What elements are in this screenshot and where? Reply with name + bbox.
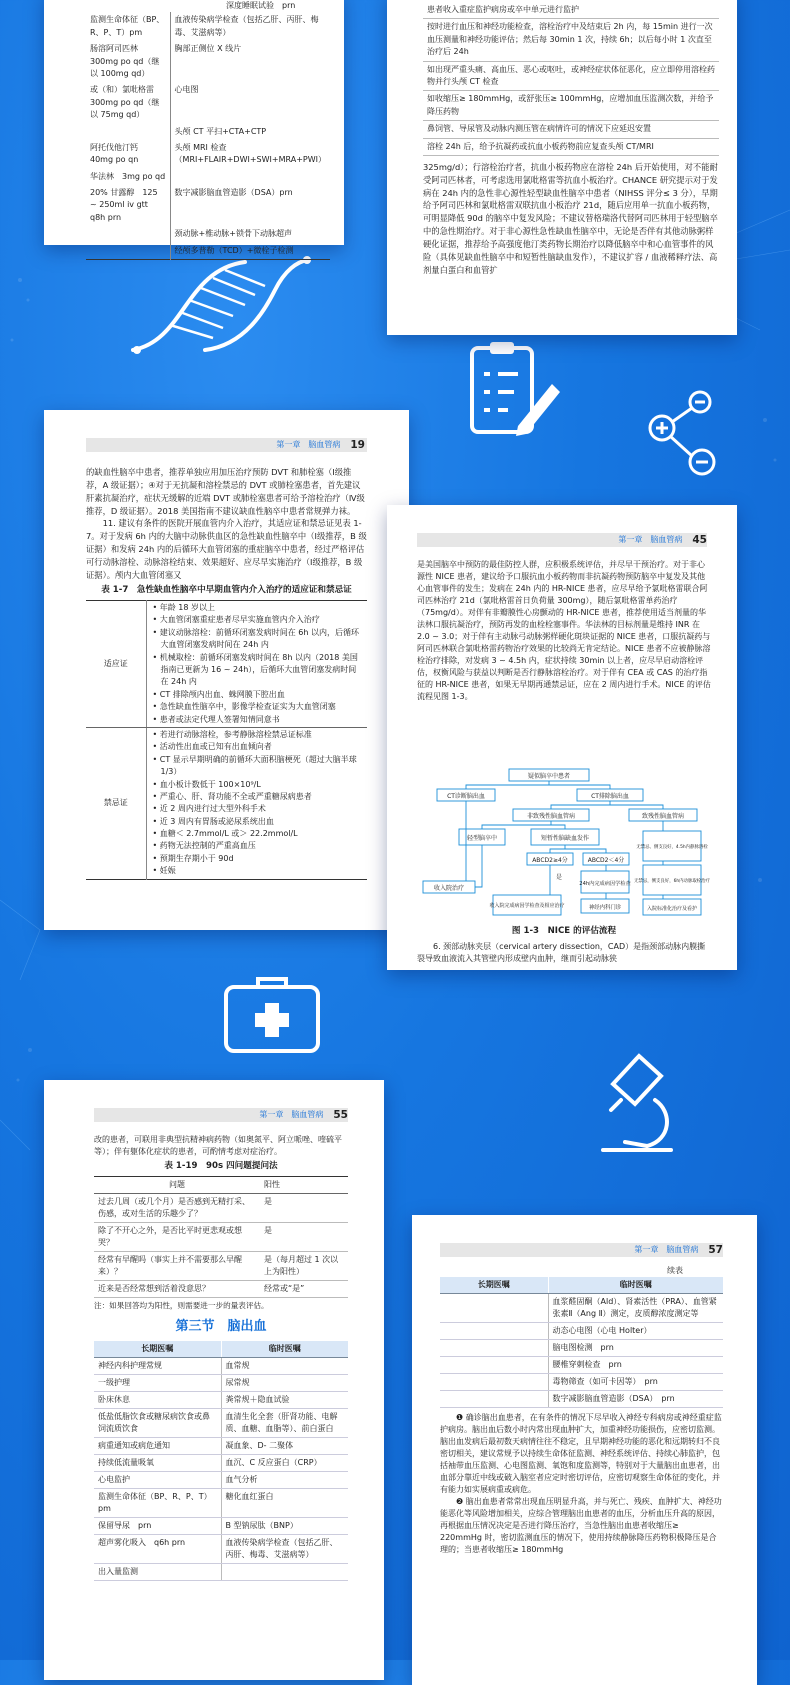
page-header xyxy=(44,434,409,456)
monitoring-item: 患者收入重症监护病房或卒中单元进行监护 xyxy=(423,2,719,19)
contraindication-item: • 妊娠 xyxy=(152,866,176,876)
temporary-order: 血清生化全套（肝肾功能、电解质、血糖、血脂等）、前白蛋白 xyxy=(221,1408,348,1437)
long-term-order xyxy=(86,243,170,260)
temporary-order: 凝血象、D- 二聚体 xyxy=(221,1437,348,1454)
column-header: 阳性 xyxy=(260,1176,348,1193)
indication-item: • CT 排除颅内出血、蛛网膜下腔出血 xyxy=(152,689,285,699)
indication-item: • 患者或法定代理人签署知情同意书 xyxy=(152,714,280,724)
monitoring-item: 如出现严重头痛、高血压、恶心或呕吐，或神经症状体征恶化，应立即停用溶栓药物并行头颅 CT 检查 xyxy=(423,61,719,91)
flow-node-n11: 无禁忌、侧支良好，4.5h内静脉溶栓 xyxy=(636,845,708,850)
page-number: 19 xyxy=(350,438,365,451)
flow-node-right: CT排除脑出血 xyxy=(591,793,629,800)
table-row xyxy=(423,91,719,121)
long-term-order: 阿托伐他汀钙 40mg po qn xyxy=(90,142,146,165)
table-title: 表 1-7 急性缺血性脑卒中早期血管内介入治疗的适应证和禁忌证 xyxy=(101,584,352,595)
table-row xyxy=(423,61,719,91)
orders-table-continued xyxy=(440,1277,723,1408)
long-term-order: 监测生命体征（BP、R、P、T）pm xyxy=(90,15,165,37)
book-page-55 xyxy=(44,1080,384,1680)
contraindication-label: 禁忌证 xyxy=(86,727,146,879)
chapter-title: 第一章 脑血管病 xyxy=(276,439,341,449)
temporary-order: 血常规 xyxy=(221,1357,348,1374)
table-row xyxy=(94,1454,348,1471)
temporary-order: 心电图 xyxy=(170,82,330,123)
temporary-order: 血沉、C 反应蛋白（CRP） xyxy=(221,1454,348,1471)
temporary-order: 脑电图检测 prn xyxy=(548,1340,723,1357)
flow-node-n4: 短暂性脑缺血发作 xyxy=(540,835,590,842)
table-row xyxy=(94,1471,348,1488)
paragraph: 改的患者，可联用非典型抗精神病药物（如奥氮平、阿立哌唑、喹硫平等）；伴有躯体化症状的患者，可酌情考虑对症治疗。 xyxy=(94,1135,342,1156)
contraindication-item: • 活动性出血或已知有出血倾向者 xyxy=(152,742,272,752)
table-row xyxy=(440,1294,723,1323)
contraindication-item: • 近 3 周内有胃肠或泌尿系统出血 xyxy=(152,816,274,826)
long-term-order xyxy=(440,1294,548,1323)
book-page-57 xyxy=(412,1215,757,1685)
table-row xyxy=(440,1374,723,1391)
table-row xyxy=(86,140,330,169)
table-row xyxy=(94,1437,348,1454)
long-term-order: 或（和）氯吡格雷 300mg po qd（继以 75mg qd） xyxy=(90,85,162,120)
table-row xyxy=(94,1563,348,1580)
table-row xyxy=(94,1280,348,1297)
table-row xyxy=(86,185,330,226)
table-row xyxy=(86,82,330,123)
page-header xyxy=(387,529,737,551)
table-row xyxy=(94,1374,348,1391)
long-term-order: 肠溶阿司匹林 300mg po qd（继以 100mg qd） xyxy=(90,44,160,78)
book-page-1 xyxy=(44,0,344,255)
question-cell: 经常有早醒吗（事实上并不需要那么早醒来）？ xyxy=(94,1251,260,1280)
table-row xyxy=(86,243,330,260)
temporary-order: 颈动脉+椎动脉+锁骨下动脉超声 xyxy=(170,226,330,242)
paragraph: ❷ 脑出血患者常常出现血压明显升高，并与死亡、残疾、血肿扩大、神经功能恶化等风险增加相关，应综合管理脑出血患者的血压，分析血压升高的原因，再根据血压情况决定是否进行降压治疗，当急性脑出血患者收缩压≥ 220mmHg 时，密切监测血压的情况下，使用持续静脉降压药物积极降压是合理的；当患者收缩压≥ 180mmHg xyxy=(440,1497,722,1554)
table-row xyxy=(94,1408,348,1437)
indication-item: • 大血管闭塞重症患者尽早实施血管内介入治疗 xyxy=(152,615,320,625)
long-term-order: 持续低流量吸氧 xyxy=(94,1454,221,1471)
table-row xyxy=(440,1391,723,1408)
question-cell: 近来是否经常想到活着没意思？ xyxy=(94,1280,260,1297)
temporary-order: 腰椎穿刺检查 prn xyxy=(548,1357,723,1374)
flow-node-n3: 轻型脑卒中 xyxy=(466,835,498,842)
long-term-order xyxy=(440,1340,548,1357)
answer-cell: 是（每月超过 1 次以上为阳性） xyxy=(260,1251,348,1280)
contraindication-item: • 药物无法控制的严重高血压 xyxy=(152,841,256,851)
temporary-order: B 型钠尿肽（BNP） xyxy=(221,1517,348,1534)
table-row xyxy=(440,1323,723,1340)
flow-yes: 是 xyxy=(555,874,563,881)
paragraph: ❶ 确诊脑出血患者，在有条件的情况下尽早收入神经专科病房或神经重症监护病房。脑出血后数小时内常出现血肿扩大，加重神经功能损伤，应密切监测。脑出血发病后最初数天病情往往不稳定，且早期神经功能的恶化和远期转归不良密切相关，建议常规予以持续生命体征监测、神经系统评估、持续心肺监护，包括袖带血压监测、心电图监测、氧饱和度监测等，特别对于大量脑出血患者，出血部分靠近中线或破入脑室者应定时密切评估，应密切观察生命体征的变化，并有能力如实展病重或病危。 xyxy=(440,1413,722,1494)
table-title: 表 1-19 90s 四问题提问法 xyxy=(164,1161,278,1171)
table-row xyxy=(94,1488,348,1517)
long-term-order: 华法林 3mg po qd xyxy=(90,171,166,181)
table-row xyxy=(86,41,330,82)
contraindication-item: • 预期生存期小于 90d xyxy=(152,853,234,863)
page-number: 45 xyxy=(692,533,707,546)
temporary-order xyxy=(221,1563,348,1580)
table-row xyxy=(94,1517,348,1534)
monitoring-table xyxy=(423,2,719,156)
monitoring-item: 鼻饲管、导尿管及动脉内测压管在病情许可的情况下应延迟安置 xyxy=(423,121,719,138)
contraindication-item: • 严重心、肝、肾功能不全或严重糖尿病患者 xyxy=(152,791,312,801)
temporary-order: 数字减影脑血管造影（DSA）prn xyxy=(170,185,330,226)
flow-node-n2: 致残性脑血管病 xyxy=(641,813,685,820)
section-title: 第三节 脑出血 xyxy=(175,1319,267,1335)
indication-label: 适应证 xyxy=(86,601,146,728)
long-term-order xyxy=(440,1391,548,1408)
temporary-order: 数字减影脑血管造影（DSA） prn xyxy=(548,1391,723,1408)
dna-icon xyxy=(125,250,315,360)
answer-cell: 是 xyxy=(260,1193,348,1222)
table-row xyxy=(86,226,330,242)
table-row xyxy=(423,138,719,155)
body-text: 325mg/d）；行溶栓治疗者，抗血小板药物应在溶栓 24h 后开始使用，对不能耐受阿司匹林者，可考虑选用氯吡格雷等抗血小板治疗。CHANCE 研究提示对于发病在 24h 内的急性非心源性轻型缺血性脑卒中患者（NIHSS 评分≤ 3 分），早期给予阿司匹林和氯吡格雷双联抗血小板治疗 21d，随后应用单一抗血小板药物，可明显降低 90d 的脑卒中复发风险；不建议替格瑞洛代替阿司匹林用于轻型脑卒中的急性期治疗。对于非心源性急性缺血性脑卒中，无论是否伴有其他动脉粥样硬化证据，推荐给予高强度他汀类药物长期治疗以降低脑卒中和心血管事件的风险（具体见缺血性脑卒中和短暂性脑缺血发作），不建议扩容 / 血液稀释疗法、高剂量白蛋白和血管扩 xyxy=(423,161,718,275)
answer-cell: 经常或“是” xyxy=(260,1280,348,1297)
flow-node-n10: 收入院完成病因学检查及相应治疗 xyxy=(489,903,565,909)
flow-node-left: CT诊断脑出血 xyxy=(447,793,485,800)
temporary-order: 血气分析 xyxy=(221,1471,348,1488)
column-header: 长期医嘱 xyxy=(94,1341,221,1358)
flow-node-n13: 入院标准化治疗及看护 xyxy=(646,906,698,912)
answer-cell: 是 xyxy=(260,1222,348,1251)
indication-item: • 建议动脉溶栓：前循环闭塞发病时间在 6h 以内，后循环大血管闭塞发病时间在 24h 内 xyxy=(152,627,360,650)
long-term-order xyxy=(86,226,170,242)
temporary-order xyxy=(170,169,330,185)
temporary-order: 毒物筛查（如可卡因等） prn xyxy=(548,1374,723,1391)
indication-item: • 急性缺血性脑卒中，影像学检查证实为大血管闭塞 xyxy=(152,702,336,712)
table-row xyxy=(423,121,719,138)
flow-node-n1: 非致残性脑血管病 xyxy=(526,813,576,820)
monitoring-item: 如收缩压≥ 180mmHg，或舒张压≥ 100mmHg，应增加血压监测次数，并给予降压药物 xyxy=(423,91,719,121)
page-number: 55 xyxy=(333,1108,348,1121)
table-note: 注：如果回答均为阳性，则需要进一步的量表评估。 xyxy=(94,1300,269,1310)
long-term-order: 心电监护 xyxy=(94,1471,221,1488)
indication-item: • 机械取栓：前循环闭塞发病时间在 8h 以内（2018 美国指南已更新为 16 ~ 24h），后循环大血管闭塞发病时间在 24h 内 xyxy=(152,652,358,687)
long-term-order xyxy=(440,1374,548,1391)
temporary-order: 糖化血红蛋白 xyxy=(221,1488,348,1517)
paragraph: 的缺血性脑卒中患者，推荐单独应用加压治疗预防 DVT 和肺栓塞（Ⅰ级推荐，A 级证据）；④对于无抗凝和溶栓禁忌的 DVT 或肺栓塞患者，首先建议肝素抗凝治疗，症状无缓解的近端 DVT 或肺栓塞患者可给予溶栓治疗（Ⅳ级推荐，D 级证据）。2018 美国指南不建议缺血性脑卒中患者常规弹力袜。 xyxy=(86,467,365,516)
paragraph: 11. 建议有条件的医院开展血管内介入治疗，其适应证和禁忌证见表 1-7。对于发病 6h 内的大脑中动脉供血区的急性缺血性脑卒中（Ⅰ级推荐，B 级证据）和发病 24h 内的后循环大血管闭塞的重症脑卒中患者，经过严格评估可行动脉溶栓、动脉溶栓结束、效果超好、应尽早实施治疗（Ⅰ级推荐，B 级证据）。颅内大血管闭塞又 xyxy=(86,518,367,580)
temporary-order: 血液传染病学检查（包括乙肝、丙肝、梅毒、艾滋病等） xyxy=(221,1534,348,1563)
temporary-order: 血浆醛固酮（Ald）、肾素活性（PRA）、血管紧张素Ⅱ（Ang Ⅱ）测定，皮质醇浓度测定等 xyxy=(548,1294,723,1323)
table-row xyxy=(94,1193,348,1222)
column-header: 问题 xyxy=(94,1176,260,1193)
table-row xyxy=(94,1357,348,1374)
table-row xyxy=(94,1222,348,1251)
long-term-order xyxy=(440,1323,548,1340)
table-row xyxy=(94,1391,348,1408)
table-row xyxy=(423,2,719,19)
flow-node-n8: 神经内科门诊 xyxy=(588,905,622,911)
temporary-order: 尿常规 xyxy=(221,1374,348,1391)
long-term-order: 卧床休息 xyxy=(94,1391,221,1408)
table-row xyxy=(86,12,330,41)
page-header xyxy=(412,1239,757,1261)
long-term-order: 神经内科护理常规 xyxy=(94,1357,221,1374)
medical-kit-icon xyxy=(222,975,322,1055)
flow-node-n7: 24h内完成病因学检查 xyxy=(579,881,631,887)
contraindication-item: • 若进行动脉溶栓，参考静脉溶栓禁忌证标准 xyxy=(152,729,312,739)
temporary-order: 血液传染病学检查（包括乙肝、丙肝、梅毒、艾滋病等） xyxy=(170,12,330,41)
column-header: 长期医嘱 xyxy=(440,1277,548,1294)
chapter-title: 第一章 脑血管病 xyxy=(259,1109,324,1119)
paragraph: 是美国脑卒中预防的最佳防控人群，应积极系统评估，并尽早干预治疗。对于非心源性 NICE 患者，建议给予口服抗血小板药物而非抗凝药物预防脑卒中复发及其他心血管事件的发生；发病在 24h 内的 HR-NICE 患者，应尽早给予氯吡格雷联合阿司匹林治疗 21d（氯吡格雷首日负荷量 300mg），随后氯吡格雷单药治疗（75mg/d）。对伴有非瓣膜性心房颤动的 HR-NICE 患者，推荐使用适当剂量的华法林口服抗凝治疗，预防再发的血栓栓塞事件。华法林的目标剂量是维持 INR 在 2.0 ~ 3.0；对于伴有主动脉弓动脉粥样硬化斑块证据的 NICE 患者，口服抗凝药与阿司匹林联合氯吡格雷药物治疗效果的比较尚无肯定结论。NICE 患者不应被静脉溶栓治疗排除，对发病 3 ~ 4.5h 内，症状持续 30min 以上者，应尽早启动溶栓评估，权衡风险与获益以判断是否行静脉溶栓治疗。对于伴有 CEA 或 CAS 的治疗指征的 HR-NICE 患者，如果无早期再通禁忌证，应在 2 周内进行手术。NICE 的评估流程见图 1-3。 xyxy=(417,560,711,701)
table-row xyxy=(440,1357,723,1374)
column-header: 临时医嘱 xyxy=(221,1341,348,1358)
chapter-title: 第一章 脑血管病 xyxy=(634,1244,699,1254)
temporary-order: 头颅 MRI 检查（MRI+FLAIR+DWI+SWI+MRA+PWI） xyxy=(170,140,330,169)
orders-table xyxy=(86,12,330,260)
long-term-order: 出入量监测 xyxy=(94,1563,221,1580)
table-row xyxy=(440,1340,723,1357)
contraindication-item: • 血小板计数低于 100×10⁹/L xyxy=(152,779,261,789)
contraindication-item: • 血糖＜ 2.7mmol/L 或＞ 22.2mmol/L xyxy=(152,829,298,839)
long-term-order xyxy=(86,124,170,140)
page-number: 57 xyxy=(708,1243,723,1256)
question-cell: 过去几周（或几个月）是否感到无精打采、伤感，或对生活的乐趣少了？ xyxy=(94,1193,260,1222)
long-term-order: 保留导尿 prn xyxy=(94,1517,221,1534)
indication-table xyxy=(86,600,367,880)
paragraph: 6. 颈部动脉夹层（cervical artery dissection，CAD）是指颈部动脉内膜撕裂导致血液流入其管壁内形成壁内血肿，继而引起动脉狭 xyxy=(417,941,706,963)
temporary-order: 粪常规＋隐血试验 xyxy=(221,1391,348,1408)
monitoring-item: 溶栓 24h 后，给予抗凝药或抗血小板药物前应复查头颅 CT/MRI xyxy=(423,138,719,155)
temporary-order: 经颅多普勒（TCD）+微栓子检测 xyxy=(170,243,330,260)
orders-table xyxy=(94,1341,348,1581)
page-header xyxy=(44,1104,384,1126)
flow-node-n9: 收入院治疗 xyxy=(433,885,465,892)
question-cell: 除了不开心之外，是否比平时更悲观或想哭？ xyxy=(94,1222,260,1251)
long-term-order: 一级护理 xyxy=(94,1374,221,1391)
table-row xyxy=(86,124,330,140)
figure-caption: 图 1-3 NICE 的评估流程 xyxy=(511,926,617,936)
flow-node-n6: ABCD2＜4分 xyxy=(587,857,625,864)
long-term-order: 20% 甘露醇 125 ~ 250ml iv gtt q8h prn xyxy=(90,188,158,222)
indication-item: • 年龄 18 岁以上 xyxy=(152,603,216,613)
book-page-19 xyxy=(44,410,409,930)
monitoring-item: 按时进行血压和神经功能检查，溶栓治疗中及结束后 2h 内，每 15min 进行一次血压测量和神经功能评估；然后每 30min 1 次，持续 6h；以后每小时 1 次直至治疗后 24h xyxy=(423,19,719,61)
continued-label: 续表 xyxy=(667,1266,683,1275)
chapter-title: 第一章 脑血管病 xyxy=(618,534,683,544)
temporary-order: 头颅 CT 平扫+CTA+CTP xyxy=(170,124,330,140)
table-row xyxy=(86,169,330,185)
contraindication-item: • CT 显示早期明确的前循环大面积脑梗死（超过大脑半球 1/3） xyxy=(152,754,357,777)
column-header: 临时医嘱 xyxy=(548,1277,723,1294)
flow-node-n12: 无禁忌，侧支良好，6h内动脉取栓治疗 xyxy=(634,879,710,884)
long-term-order xyxy=(440,1357,548,1374)
temporary-order: 胸部正侧位 X 线片 xyxy=(170,41,330,82)
book-page-2 xyxy=(387,0,737,335)
long-term-order: 超声雾化吸入 q6h prn xyxy=(94,1534,221,1563)
cut-off-line: 深度睡眠试验 prn xyxy=(226,1,296,10)
table-row xyxy=(423,19,719,61)
long-term-order: 低盐低脂饮食或糖尿病饮食或鼻饲流质饮食 xyxy=(94,1408,221,1437)
flow-node-top: 疑似脑卒中患者 xyxy=(527,773,571,780)
table-row xyxy=(94,1251,348,1280)
contraindication-item: • 近 2 周内进行过大型外科手术 xyxy=(152,804,266,814)
table-row xyxy=(94,1534,348,1563)
long-term-order: 监测生命体征（BP、R、P、T）pm xyxy=(94,1488,221,1517)
microscope-icon xyxy=(585,1050,685,1160)
long-term-order: 病重通知或病危通知 xyxy=(94,1437,221,1454)
book-page-45 xyxy=(387,505,737,970)
flow-node-n5: ABCD2≥4分 xyxy=(532,857,568,864)
molecule-icon xyxy=(640,390,720,480)
temporary-order: 动态心电图（心电 Holter） xyxy=(548,1323,723,1340)
nice-flowchart xyxy=(421,767,710,917)
checklist-icon xyxy=(468,340,564,440)
question-table xyxy=(94,1176,348,1298)
